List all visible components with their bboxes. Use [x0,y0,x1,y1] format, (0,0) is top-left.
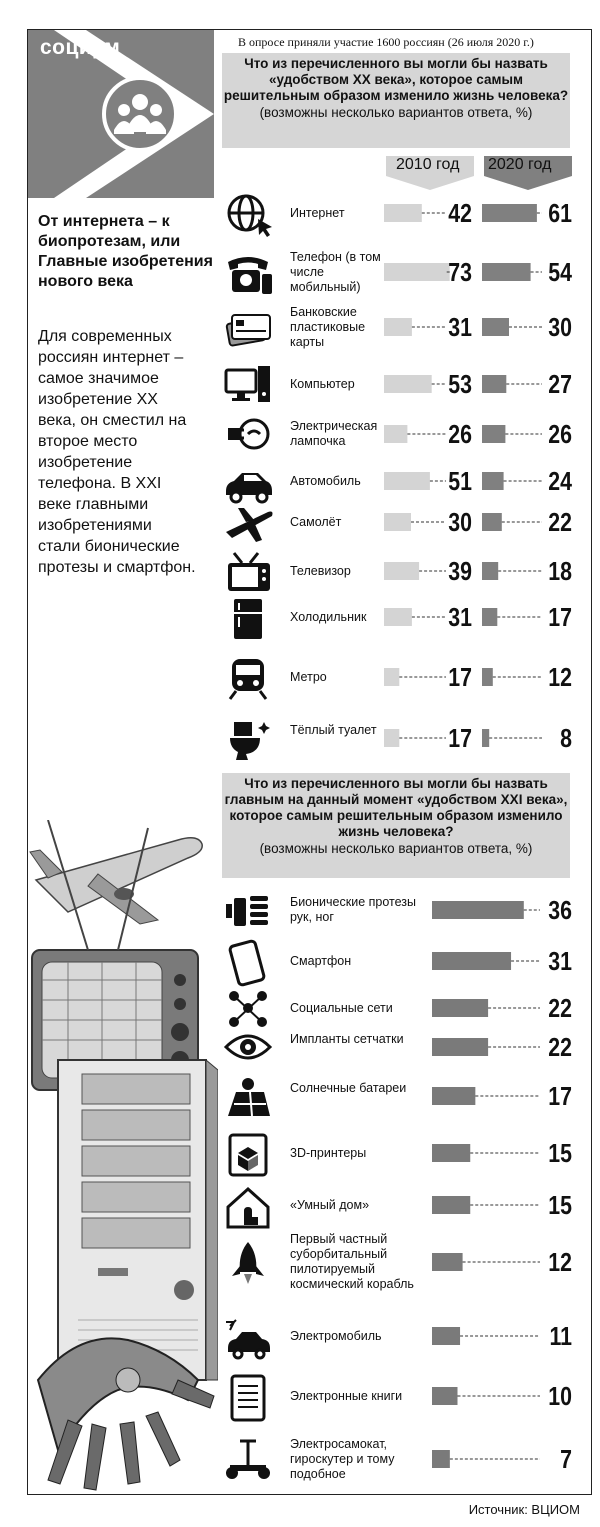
bar-xxi [432,1450,450,1468]
value-2010: 51 [448,466,472,496]
category-label-xxi: Бионические протезы рук, ног [290,895,416,924]
value-xxi: 17 [548,1081,572,1111]
3d-printer-icon [230,1135,266,1175]
value-2010: 17 [448,662,472,692]
bionic-hand-icon [226,896,268,926]
bar-xxi [432,952,511,970]
category-label-xx: Тёплый туалет [290,723,377,737]
survey-note: В опросе приняли участие 1600 россиян (26 июля 2020 г.) [238,35,534,49]
smartphone-icon [229,940,264,985]
value-2010: 31 [448,602,472,632]
value-2020: 17 [548,602,572,632]
question-xxi-subtitle: (возможны несколько вариантов ответа, %) [259,841,533,856]
value-2010: 39 [448,556,472,586]
smart-home-icon [228,1189,268,1227]
bar-xxi [432,1196,470,1214]
category-label-xx: Самолёт [290,514,342,529]
value-xxi: 11 [549,1321,572,1351]
bar-xxi [432,1087,475,1105]
rocket-icon [232,1242,264,1284]
ebook-icon [232,1376,264,1420]
value-2020: 27 [548,369,572,399]
value-2010: 17 [448,723,472,753]
value-xxi: 7 [560,1444,572,1474]
legend-2020: 2020 год [488,156,552,173]
category-label-xxi: Первый частный суборбитальный пилотируемый космический корабль [290,1232,414,1291]
bar-xxi [432,1038,488,1056]
category-label-xxi: Солнечные батареи [290,1081,407,1095]
category-label-xx: Интернет [290,205,345,220]
category-label-xx: Метро [290,669,327,684]
value-2020: 54 [548,257,572,287]
bar-xxi [432,901,524,919]
gyroscooter-icon [226,1441,270,1479]
value-xxi: 22 [548,1032,572,1062]
category-label-xxi: 3D-принтеры [290,1145,367,1160]
value-2020: 24 [548,466,572,496]
category-label-xx: Автомобиль [290,473,361,488]
electric-car-icon [226,1320,270,1358]
value-xxi: 15 [548,1190,572,1220]
value-xxi: 31 [548,946,572,976]
value-2020: 12 [548,662,572,692]
value-2020: 61 [548,198,572,228]
category-label-xxi: Электромобиль [290,1328,382,1343]
category-label-xx: Компьютер [290,376,355,391]
category-label-xx: Электрическая лампочка [290,419,378,448]
question-xx-title: Что из перечисленного вы могли бы назвать «удобством XX века», которое самым решительным образом изменило жизнь человека? [223,56,569,103]
sidebar-title: От интернета – к биопротезам, или Главные изобретения нового века [38,213,213,290]
solar-panel-icon [228,1078,270,1116]
value-xxi: 22 [548,993,572,1023]
category-label-xx: Телефон (в том числе мобильный) [290,249,381,294]
category-label-xx: Банковские пластиковые карты [290,304,366,349]
social-network-icon [229,991,267,1027]
question-xxi-title: Что из перечисленного вы могли бы назвать главным на данный момент «удобством XXI века», которое самым решительным образом изменило жизнь человека? [224,776,568,839]
category-label-xxi: «Умный дом» [290,1197,370,1212]
value-2010: 53 [448,369,472,399]
category-label-xxi: Социальные сети [290,1000,393,1015]
value-xxi: 10 [548,1381,572,1411]
value-2020: 26 [548,419,572,449]
value-2010: 26 [448,419,472,449]
value-2020: 18 [548,556,572,586]
bar-xxi [432,1327,460,1345]
value-2020: 22 [548,507,572,537]
value-2020: 30 [548,312,572,342]
value-xxi: 12 [548,1247,572,1277]
bar-xxi [432,1253,463,1271]
legend-2010: 2010 год [396,156,460,173]
sidebar-text: Для современных россиян интернет – самое значимое изобретение XX века, он сместил на второе место изобретение телефона. В XXI веке главными изобретениями стали бионические протезы и смартфон. [38,328,196,576]
value-2010: 30 [448,507,472,537]
value-xxi: 36 [548,895,572,925]
category-label-xx: Телевизор [290,563,351,578]
category-label-xxi: Смартфон [290,953,352,968]
bar-xxi [432,1387,458,1405]
eye-icon [226,1036,270,1058]
value-2020: 8 [560,723,572,753]
value-xxi: 15 [548,1138,572,1168]
rubric-label: социум [40,36,121,59]
value-2010: 42 [448,198,472,228]
category-label-xxi: Электронные книги [290,1388,403,1403]
category-label-xxi: Импланты сетчатки [290,1032,404,1046]
bar-xxi [432,1144,470,1162]
category-label-xx: Холодильник [290,609,367,624]
bar-xxi [432,999,488,1017]
source-note: Источник: ВЦИОМ [468,1502,580,1517]
value-2010: 31 [448,312,472,342]
category-label-xxi: Электросамокат, гироскутер и тому подобное [290,1436,395,1481]
value-2010: 73 [448,257,472,287]
question-xx-subtitle: (возможны несколько вариантов ответа, %) [259,105,533,120]
